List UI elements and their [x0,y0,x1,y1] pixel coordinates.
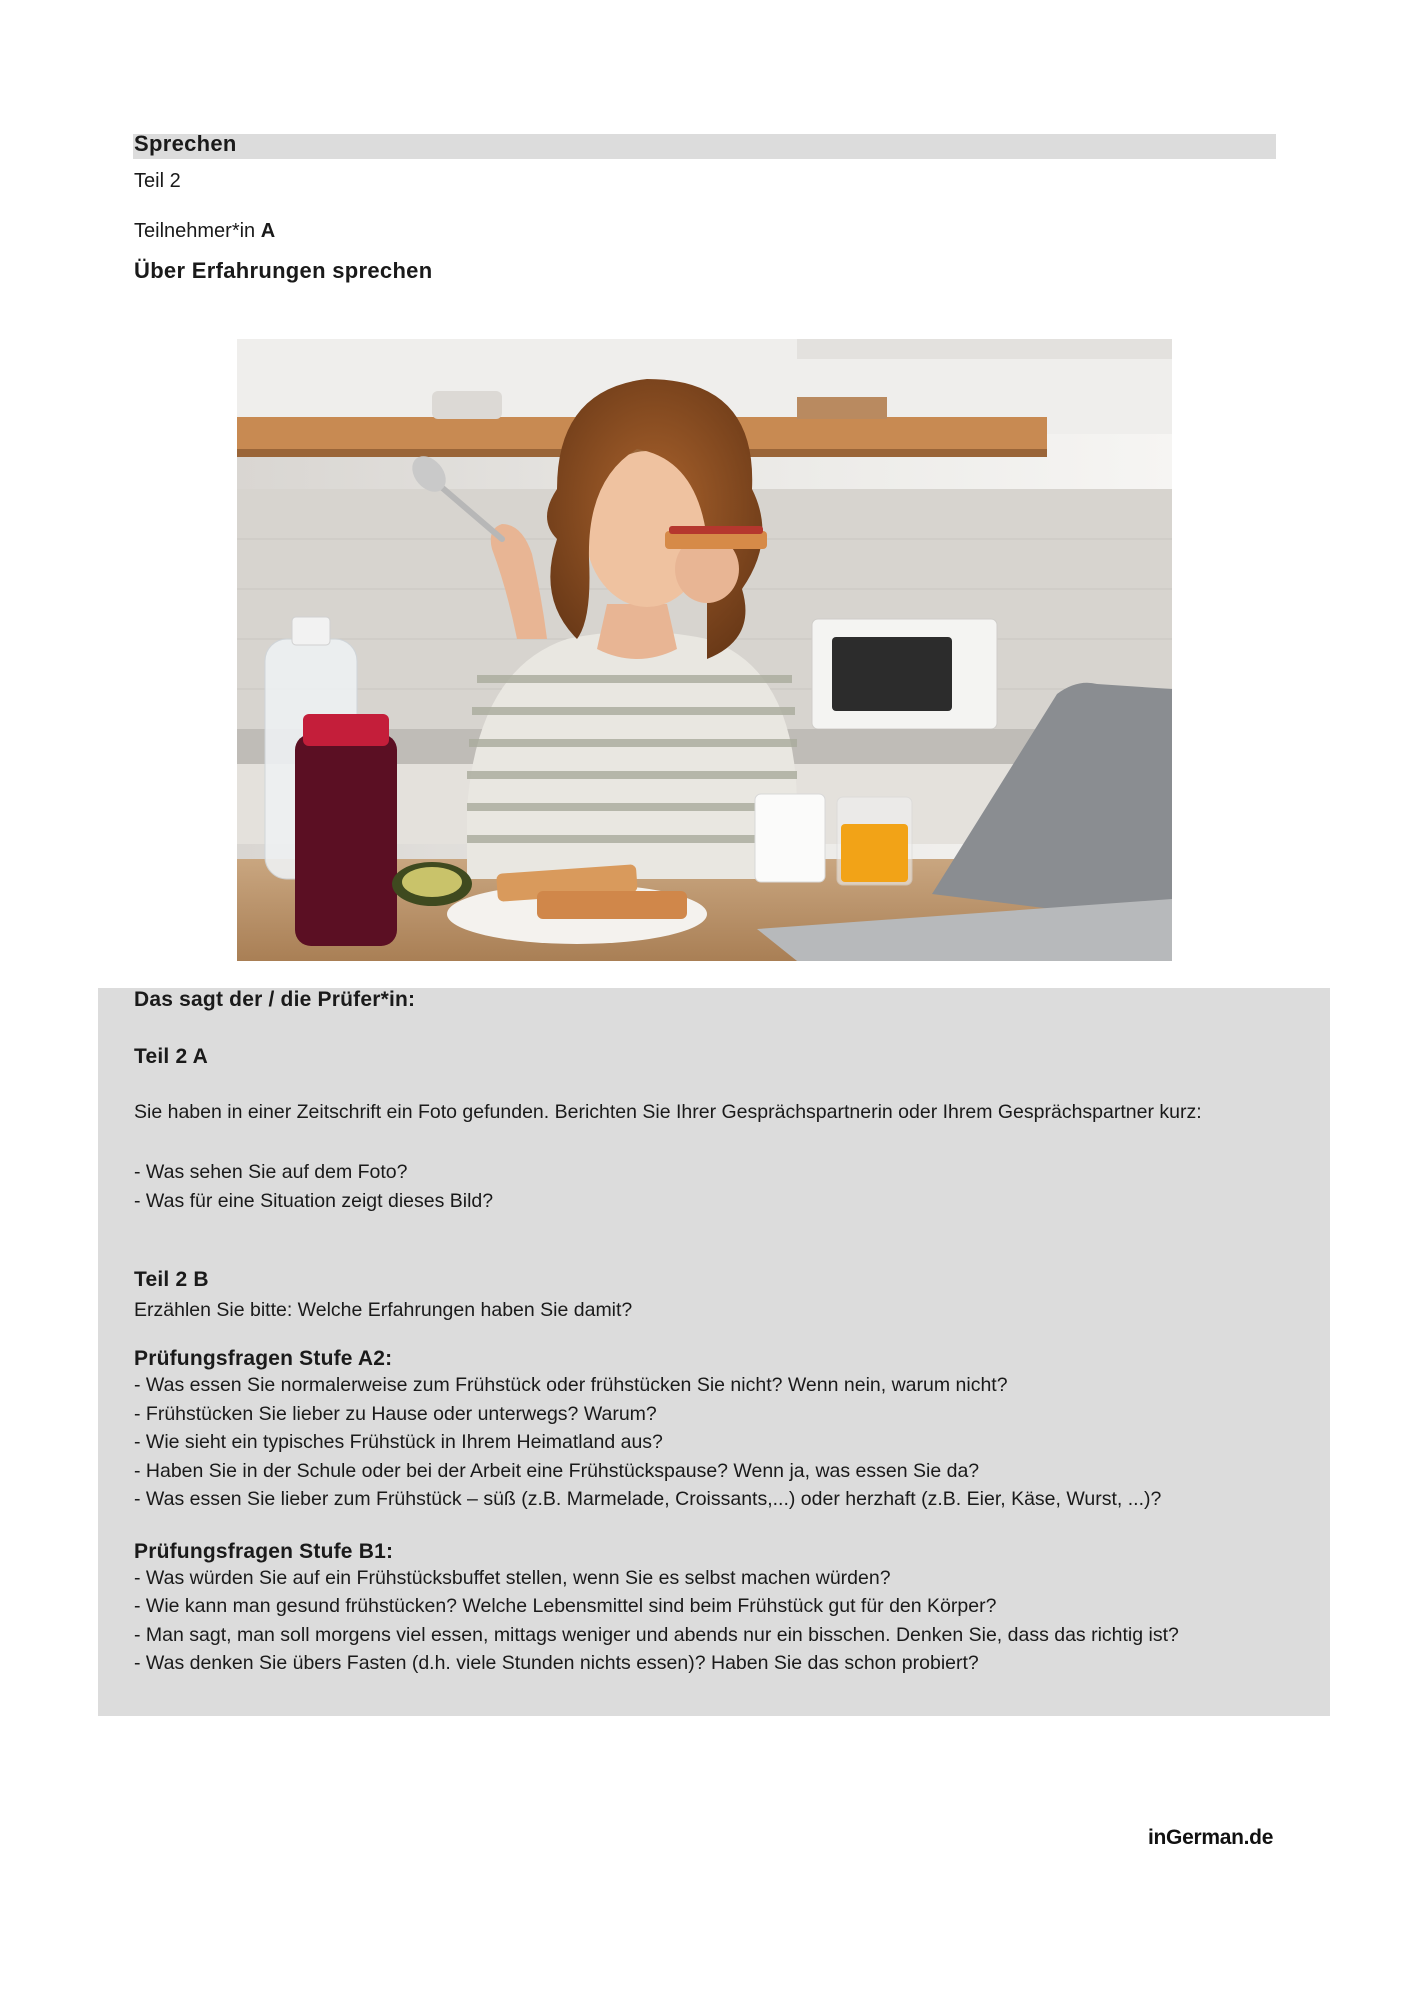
a2-title: Prüfungsfragen Stufe A2: [134,1347,393,1370]
part-label: Teil 2 [134,170,181,192]
b1-title: Prüfungsfragen Stufe B1: [134,1539,394,1563]
section-header-bar [133,134,1276,159]
brand-logo-text: inGerman.de [1148,1826,1274,1849]
breakfast-photo [237,339,1172,961]
a2-questions [134,1371,1314,1514]
examiner-heading: Das sagt der / die Prüfer*in: [134,988,416,1011]
participant-label [134,220,275,243]
list-item: - Was sehen Sie auf dem Foto? [134,1161,408,1183]
b1-questions [134,1564,1314,1678]
part-a-title: Teil 2 A [134,1045,208,1068]
list-item: - Wie sieht ein typisches Frühstück in Ihrem Heimatland aus? [134,1431,663,1453]
list-item: - Was für eine Situation zeigt dieses Bild? [134,1190,494,1212]
list-item: - Was denken Sie übers Fasten (d.h. viele Stunden nichts essen)? Haben Sie das schon probiert? [134,1652,979,1674]
list-item: - Was würden Sie auf ein Frühstücksbuffet stellen, wenn Sie es selbst machen würden? [134,1566,891,1589]
task-title: Über Erfahrungen sprechen [134,258,433,283]
part-b-intro: Erzählen Sie bitte: Welche Erfahrungen haben Sie damit? [134,1299,633,1321]
list-item: - Man sagt, man soll morgens viel essen, mittags weniger und abends nur ein bisschen. Denken Sie, dass das richtig ist? [134,1623,1179,1646]
participant-prefix: Teilnehmer*in [134,220,261,242]
examiner-panel [98,988,1330,1716]
part-b-title: Teil 2 B [134,1268,209,1291]
participant-letter: A [260,220,276,242]
part-a-questions [134,1158,1314,1216]
list-item: - Wie kann man gesund frühstücken? Welche Lebensmittel sind beim Frühstück gut für den Körper? [134,1595,997,1617]
section-title: Sprechen [134,131,237,156]
list-item: - Was essen Sie normalerweise zum Frühstück oder frühstücken Sie nicht? Wenn nein, warum nicht? [134,1374,1008,1396]
list-item: - Was essen Sie lieber zum Frühstück – süß (z.B. Marmelade, Croissants,...) oder herzhaft (z.B. Eier, Käse, Wurst, ...)? [134,1488,1162,1510]
list-item: - Frühstücken Sie lieber zu Hause oder unterwegs? Warum? [134,1402,657,1425]
list-item: - Haben Sie in der Schule oder bei der Arbeit eine Frühstückspause? Wenn ja, was essen Sie da? [134,1459,980,1482]
part-a-intro: Sie haben in einer Zeitschrift ein Foto gefunden. Berichten Sie Ihrer Gesprächspartnerin oder Ihrem Gesprächspartner kurz: [134,1101,1202,1123]
